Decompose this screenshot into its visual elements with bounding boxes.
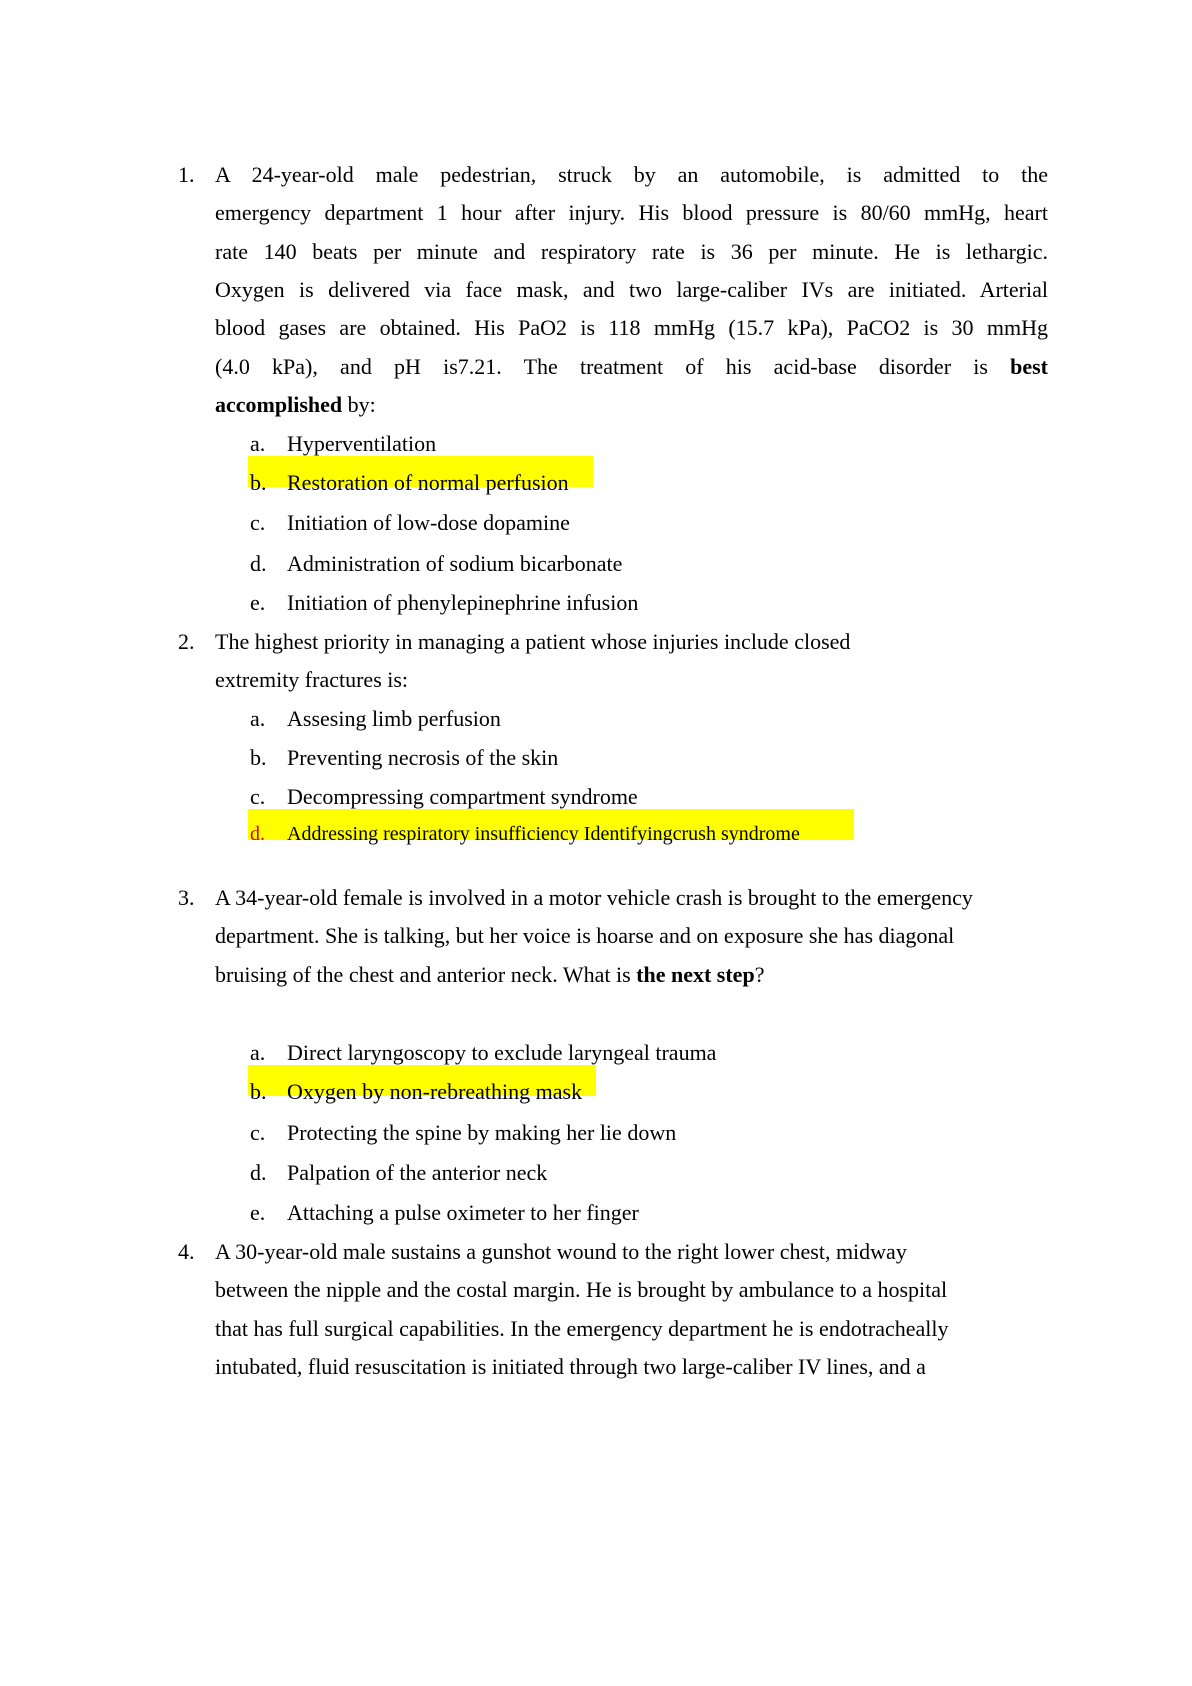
question-text-line: department. She is talking, but her voice is hoarse and on exposure she has diagonal xyxy=(215,923,955,948)
option-text: Administration of sodium bicarbonate xyxy=(287,551,623,576)
option-text: Protecting the spine by making her lie down xyxy=(287,1120,677,1145)
answer-option xyxy=(0,590,1192,624)
question-text-line: that has full surgical capabilities. In the emergency department he is endotracheally xyxy=(215,1316,949,1341)
option-letter: d. xyxy=(250,551,267,576)
question-text-line: extremity fractures is: xyxy=(215,667,409,692)
answer-option xyxy=(0,1160,1192,1194)
option-letter: a. xyxy=(250,431,266,456)
option-text: Hyperventilation xyxy=(287,431,437,456)
question-number: 4. xyxy=(178,1239,195,1264)
option-letter: b. xyxy=(250,470,267,495)
option-letter: e. xyxy=(250,1200,266,1225)
option-text: Direct laryngoscopy to exclude laryngeal trauma xyxy=(287,1040,717,1065)
option-letter: c. xyxy=(250,1120,266,1145)
question-text-line: between the nipple and the costal margin. He is brought by ambulance to a hospital xyxy=(215,1277,948,1302)
question-text-line xyxy=(215,392,376,418)
option-text: Preventing necrosis of the skin xyxy=(287,745,559,770)
question-text-line: A 30-year-old male sustains a gunshot wound to the right lower chest, midway xyxy=(215,1239,907,1264)
question-text-line: emergency department 1 hour after injury. His blood pressure is 80/60 mmHg, heart xyxy=(215,200,1048,225)
answer-option xyxy=(0,510,1192,544)
option-letter: d. xyxy=(250,823,265,845)
option-text: Initiation of low-dose dopamine xyxy=(287,510,570,535)
emphasis-text: best xyxy=(1010,354,1048,379)
option-text: Oxygen by non-rebreathing mask xyxy=(287,1079,583,1104)
option-letter: b. xyxy=(250,1079,267,1104)
question-text-segment: (4.0 kPa), and pH is7.21. The treatment of his acid-base disorder is xyxy=(215,354,988,379)
question-text-line: blood gases are obtained. His PaO2 is 118 mmHg (15.7 kPa), PaCO2 is 30 mmHg xyxy=(215,315,1048,340)
option-letter: b. xyxy=(250,745,267,770)
option-letter: e. xyxy=(250,590,266,615)
question-number: 2. xyxy=(178,629,195,654)
answer-option xyxy=(0,1040,1192,1074)
question-text-line: A 24-year-old male pedestrian, struck by an automobile, is admitted to the xyxy=(215,162,1048,187)
option-text: Assesing limb perfusion xyxy=(287,706,501,731)
question-number: 3. xyxy=(178,885,195,910)
answer-option-correct xyxy=(0,1079,1192,1113)
question-text-segment: bruising of the chest and anterior neck. What is xyxy=(215,962,631,987)
option-text: Palpation of the anterior neck xyxy=(287,1160,548,1185)
answer-option xyxy=(0,1120,1192,1154)
option-letter: a. xyxy=(250,706,266,731)
option-text: Decompressing compartment syndrome xyxy=(287,784,638,809)
option-letter: a. xyxy=(250,1040,266,1065)
option-text: Addressing respiratory insufficiency Identifyingcrush syndrome xyxy=(287,823,800,845)
option-text: Initiation of phenylepinephrine infusion xyxy=(287,590,639,615)
option-letter: d. xyxy=(250,1160,267,1185)
question-text-line: The highest priority in managing a patient whose injuries include closed xyxy=(215,629,851,654)
question-text-line xyxy=(215,962,764,988)
question-text-line: rate 140 beats per minute and respiratory rate is 36 per minute. He is lethargic. xyxy=(215,239,1048,264)
answer-option xyxy=(0,1200,1192,1234)
question-text-segment: ? xyxy=(754,962,765,987)
emphasis-text: the next step xyxy=(636,962,755,987)
option-letter: c. xyxy=(250,784,266,809)
question-text-line xyxy=(215,354,1048,380)
option-letter: c. xyxy=(250,510,266,535)
question-text-line: A 34-year-old female is involved in a motor vehicle crash is brought to the emergency xyxy=(215,885,973,910)
answer-option xyxy=(0,431,1192,465)
question-text-line: Oxygen is delivered via face mask, and two large-caliber IVs are initiated. Arterial xyxy=(215,277,1048,302)
answer-option xyxy=(0,551,1192,585)
answer-option xyxy=(0,745,1192,779)
emphasis-text: accomplished xyxy=(215,392,343,417)
question-number: 1. xyxy=(178,162,195,187)
question-text-segment: by: xyxy=(342,392,376,417)
answer-option-correct xyxy=(0,470,1192,504)
option-text: Restoration of normal perfusion xyxy=(287,470,569,495)
answer-option-correct xyxy=(0,823,1192,857)
answer-option xyxy=(0,706,1192,740)
question-text-line: intubated, fluid resuscitation is initiated through two large-caliber IV lines, and a xyxy=(215,1354,926,1379)
option-text: Attaching a pulse oximeter to her finger xyxy=(287,1200,639,1225)
